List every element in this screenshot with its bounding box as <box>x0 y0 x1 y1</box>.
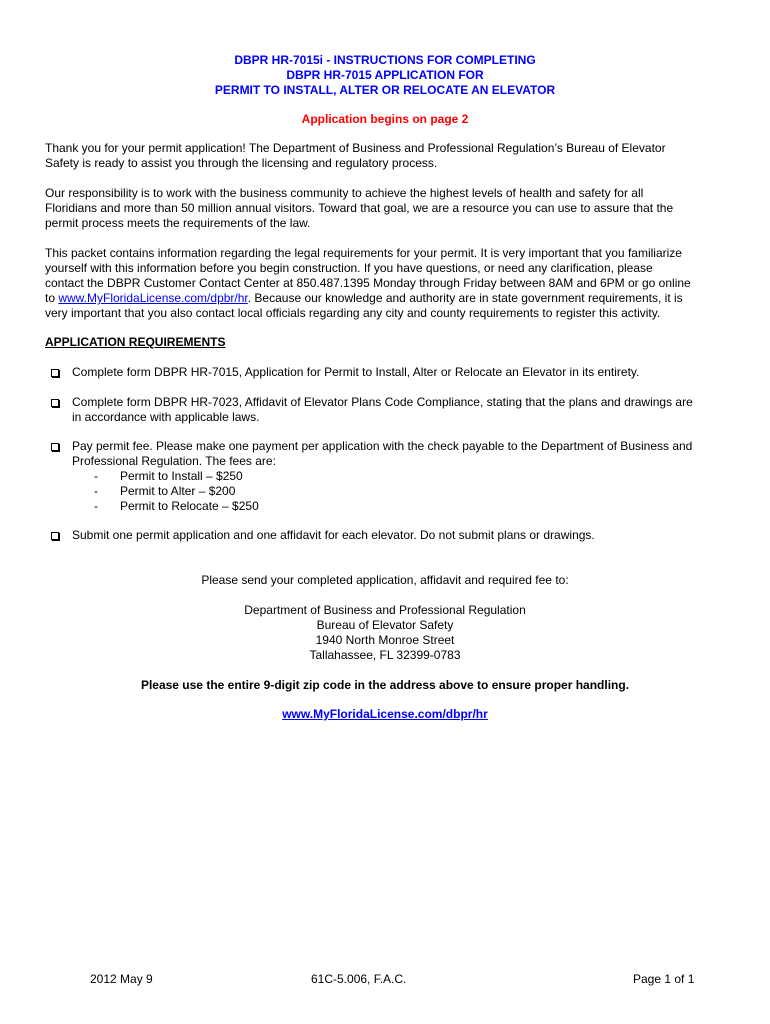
application-requirements-heading: APPLICATION REQUIREMENTS <box>45 335 226 349</box>
checkbox-bullet-icon <box>51 443 59 451</box>
address-line: Tallahassee, FL 32399-0783 <box>309 648 461 662</box>
dash-bullet: - <box>94 484 98 498</box>
checkbox-bullet-icon <box>51 399 59 407</box>
website-link[interactable]: www.MyFloridaLicense.com/dbpr/hr <box>282 707 488 721</box>
text-fragment: to <box>45 291 59 305</box>
address-line: Department of Business and Professional Regulation <box>244 603 526 617</box>
fee-text: Permit to Relocate – $250 <box>120 499 259 513</box>
fee-text: Permit to Alter – $200 <box>120 484 236 498</box>
text-line: very important that you also contact local officials regarding any city and county requirements to register this activity. <box>45 306 661 320</box>
text-line: Professional Regulation. The fees are: <box>72 454 276 468</box>
intro-paragraph-3 <box>45 246 730 321</box>
fee-text: Permit to Install – $250 <box>120 469 243 483</box>
document-title <box>0 53 770 98</box>
text-line: Safety is ready to assist you through the licensing and regulatory process. <box>45 156 438 170</box>
text-line: Pay permit fee. Please make one payment per application with the check payable to the Department of Business and <box>72 439 693 453</box>
send-to-instruction <box>0 573 770 588</box>
text-fragment: . Because our knowledge and authority are in state government requirements, it is <box>247 291 683 305</box>
text-line: Complete form DBPR HR-7023, Affidavit of Elevator Plans Code Compliance, stating that the plans and drawings are <box>72 395 693 409</box>
fee-item-relocate <box>72 499 692 514</box>
dbpr-website-link[interactable]: www.MyFloridaLicense.com/dpbr/hr <box>58 291 248 305</box>
text-line: permit process meets the requirements of the law. <box>45 216 311 230</box>
text-line: Please send your completed application, affidavit and required fee to: <box>201 573 569 587</box>
text-line <box>45 291 730 306</box>
title-line-1: DBPR HR-7015i - INSTRUCTIONS FOR COMPLETING <box>234 53 536 67</box>
dash-bullet: - <box>94 469 98 483</box>
footer-date: 2012 May 9 <box>90 972 153 986</box>
footer-page-number: Page 1 of 1 <box>633 972 695 986</box>
text-line: Thank you for your permit application! The Department of Business and Professional Regulation’s Bureau of Elevator <box>45 141 666 155</box>
zip-code-notice <box>0 678 770 693</box>
text-line: Complete form DBPR HR-7015, Application for Permit to Install, Alter or Relocate an Elevator in its entirety. <box>72 365 640 379</box>
mailing-address <box>0 603 770 663</box>
text-line: yourself with this information before you begin construction. If you have questions, or need any clarification, please <box>45 261 653 275</box>
checkbox-bullet-icon <box>51 532 59 540</box>
text-line: contact the DBPR Customer Contact Center at 850.487.1395 Monday through Friday between 8AM and 6PM or go online <box>45 276 691 290</box>
fee-item-install <box>72 469 692 484</box>
dash-bullet: - <box>94 499 98 513</box>
intro-paragraph-1 <box>45 141 730 171</box>
text-line: Submit one permit application and one affidavit for each elevator. Do not submit plans or drawings. <box>72 528 595 542</box>
address-line: 1940 North Monroe Street <box>315 633 455 647</box>
application-begins-note: Application begins on page 2 <box>301 112 469 126</box>
text-line: This packet contains information regarding the legal requirements for your permit. It is very important that you familiarize <box>45 246 682 260</box>
text-line: Our responsibility is to work with the business community to achieve the highest levels of health and safety for all <box>45 186 644 200</box>
checkbox-bullet-icon <box>51 369 59 377</box>
fee-item-alter <box>72 484 692 499</box>
website-block <box>0 707 770 722</box>
text-line: Please use the entire 9-digit zip code in the address above to ensure proper handling. <box>140 678 630 692</box>
text-line: in accordance with applicable laws. <box>72 410 260 424</box>
address-line: Bureau of Elevator Safety <box>316 618 454 632</box>
footer-rule-reference: 61C-5.006, F.A.C. <box>311 972 407 986</box>
text-line: Floridians and more than 50 million annual visitors. Toward that goal, we are a resource you can use to assure that the <box>45 201 674 215</box>
intro-paragraph-2 <box>45 186 730 231</box>
title-line-2: DBPR HR-7015 APPLICATION FOR <box>286 68 484 82</box>
title-line-3: PERMIT TO INSTALL, ALTER OR RELOCATE AN ELEVATOR <box>214 83 556 97</box>
